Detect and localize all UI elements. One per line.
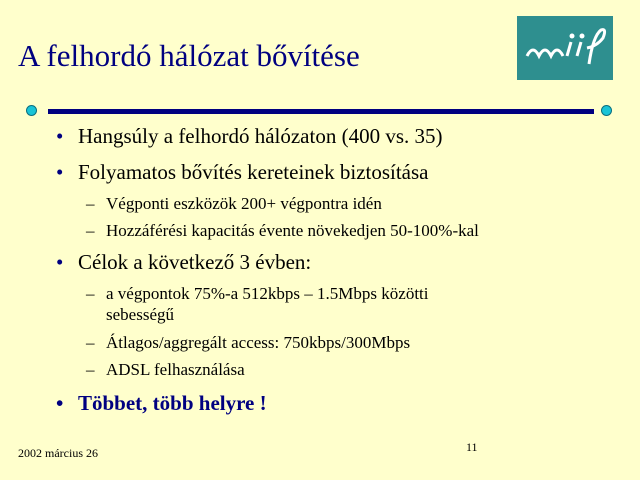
title-rule: [48, 109, 594, 114]
sub-bullet-text: a végpontok 75%-a 512kbps – 1.5Mbps közötti: [106, 284, 429, 303]
bullet-text: Célok a következő 3 évben:: [78, 250, 312, 274]
bullet-marker: •: [56, 391, 64, 415]
dash-marker: –: [86, 194, 95, 213]
sub-bullet-item: [86, 194, 382, 214]
sub-bullet-text: Átlagos/aggregált access: 750kbps/300Mbps: [106, 333, 411, 352]
sub-bullet-item: [86, 221, 479, 241]
sub-bullet-item: [86, 360, 245, 380]
dash-marker: –: [86, 360, 95, 379]
rule-right-dot: [601, 105, 612, 116]
dash-marker: –: [86, 221, 95, 240]
sub-bullet-item: [86, 284, 429, 304]
dash-marker: –: [86, 333, 95, 352]
bullet-item: [56, 160, 429, 185]
bullet-text: Többet, több helyre !: [78, 391, 267, 415]
bullet-marker: •: [56, 250, 64, 274]
bullet-marker: •: [56, 124, 64, 148]
footer-date: 2002 március 26: [18, 446, 98, 460]
bullet-marker: •: [56, 160, 64, 184]
sub-bullet-text: Hozzáférési kapacitás évente növekedjen 50-100%-kal: [106, 221, 479, 240]
bullet-text: Hangsúly a felhordó hálózaton (400 vs. 35): [78, 124, 443, 148]
niif-logo-icon: [517, 16, 613, 80]
bullet-item: [56, 250, 311, 275]
sub-bullet-continuation: sebességű: [106, 305, 174, 324]
sub-bullet-text: ADSL felhasználása: [106, 360, 245, 379]
bullet-item: [56, 124, 443, 149]
dash-marker: –: [86, 284, 95, 303]
slide-title: A felhordó hálózat bővítése: [18, 38, 360, 73]
rule-left-dot: [26, 105, 37, 116]
sub-bullet-item: [86, 333, 410, 353]
bullet-item: [56, 391, 267, 416]
sub-bullet-text: Végponti eszközök 200+ végpontra idén: [106, 194, 382, 213]
bullet-text: Folyamatos bővítés kereteinek biztosítása: [78, 160, 429, 184]
page-number: 11: [466, 440, 478, 454]
